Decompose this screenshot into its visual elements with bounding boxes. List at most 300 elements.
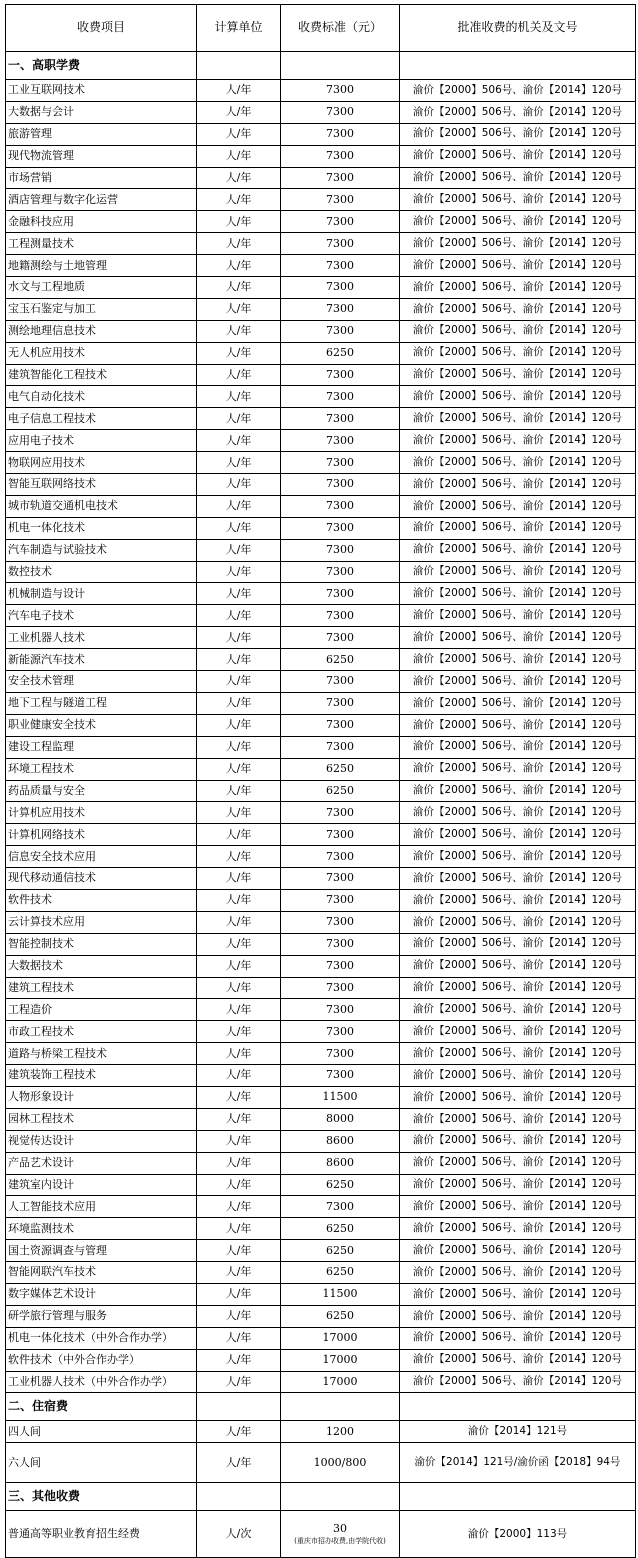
unit-cell: 人/年 [197, 1065, 281, 1087]
standard-cell: 7300 [281, 933, 400, 955]
unit-cell: 人/年 [197, 1349, 281, 1371]
authority-cell: 渝价【2000】506号、渝价【2014】120号 [400, 868, 636, 890]
unit-cell: 人/年 [197, 868, 281, 890]
item-cell: 计算机应用技术 [6, 802, 197, 824]
table-row [6, 561, 636, 583]
authority-cell: 渝价【2000】506号、渝价【2014】120号 [400, 1086, 636, 1108]
item-cell: 宝玉石鉴定与加工 [6, 298, 197, 320]
standard-cell: 7300 [281, 517, 400, 539]
table-row [6, 714, 636, 736]
authority-cell: 渝价【2000】506号、渝价【2014】120号 [400, 255, 636, 277]
standard-cell: 6250 [281, 1240, 400, 1262]
item-cell: 建筑工程技术 [6, 977, 197, 999]
unit-cell: 人/年 [197, 1108, 281, 1130]
authority-cell: 渝价【2000】506号、渝价【2014】120号 [400, 342, 636, 364]
unit-cell: 人/年 [197, 495, 281, 517]
item-cell: 旅游管理 [6, 123, 197, 145]
table-row [6, 189, 636, 211]
authority-cell: 渝价【2000】506号、渝价【2014】120号 [400, 298, 636, 320]
item-cell: 四人间 [6, 1421, 197, 1443]
standard-cell: 7300 [281, 430, 400, 452]
table-row [6, 167, 636, 189]
standard-cell: 7300 [281, 824, 400, 846]
unit-cell: 人/年 [197, 1086, 281, 1108]
unit-cell: 人/年 [197, 955, 281, 977]
item-cell: 电子信息工程技术 [6, 408, 197, 430]
table-row [6, 1108, 636, 1130]
item-cell: 数控技术 [6, 561, 197, 583]
authority-cell: 渝价【2000】506号、渝价【2014】120号 [400, 1305, 636, 1327]
standard-cell: 6250 [281, 1262, 400, 1284]
item-cell: 智能网联汽车技术 [6, 1262, 197, 1284]
item-cell: 现代移动通信技术 [6, 868, 197, 890]
standard-cell: 7300 [281, 167, 400, 189]
standard-cell: 7300 [281, 539, 400, 561]
authority-cell: 渝价【2000】506号、渝价【2014】120号 [400, 977, 636, 999]
unit-cell: 人/年 [197, 386, 281, 408]
standard-cell: 11500 [281, 1086, 400, 1108]
standard-cell: 7300 [281, 605, 400, 627]
authority-cell: 渝价【2000】506号、渝价【2014】120号 [400, 999, 636, 1021]
authority-cell: 渝价【2000】506号、渝价【2014】120号 [400, 1349, 636, 1371]
authority-cell: 渝价【2000】506号、渝价【2014】120号 [400, 233, 636, 255]
standard-cell: 7300 [281, 955, 400, 977]
item-cell: 地籍测绘与土地管理 [6, 255, 197, 277]
standard-cell: 7300 [281, 364, 400, 386]
unit-cell: 人/年 [197, 977, 281, 999]
standard-cell: 7300 [281, 233, 400, 255]
table-row [6, 802, 636, 824]
item-cell: 工程造价 [6, 999, 197, 1021]
authority-cell: 渝价【2000】506号、渝价【2014】120号 [400, 714, 636, 736]
header-standard: 收费标准（元） [281, 5, 400, 52]
standard-cell: 7300 [281, 999, 400, 1021]
unit-cell: 人/年 [197, 824, 281, 846]
standard-cell: 7300 [281, 692, 400, 714]
table-row [6, 1174, 636, 1196]
standard-cell: 7300 [281, 977, 400, 999]
standard-cell: 7300 [281, 911, 400, 933]
standard-cell: 11500 [281, 1283, 400, 1305]
table-row [6, 430, 636, 452]
unit-cell: 人/年 [197, 233, 281, 255]
authority-cell: 渝价【2000】506号、渝价【2014】120号 [400, 758, 636, 780]
table-row [6, 1262, 636, 1284]
item-cell: 水文与工程地质 [6, 277, 197, 299]
unit-cell: 人/年 [197, 277, 281, 299]
item-cell: 机电一体化技术 [6, 517, 197, 539]
authority-cell: 渝价【2000】506号、渝价【2014】120号 [400, 583, 636, 605]
table-row [6, 298, 636, 320]
table-row [6, 1043, 636, 1065]
unit-cell: 人/年 [197, 1327, 281, 1349]
item-cell: 建设工程监理 [6, 736, 197, 758]
item-cell: 环境监测技术 [6, 1218, 197, 1240]
authority-cell: 渝价【2000】506号、渝价【2014】120号 [400, 1174, 636, 1196]
item-cell: 工业机器人技术 [6, 627, 197, 649]
authority-cell: 渝价【2000】506号、渝价【2014】120号 [400, 211, 636, 233]
standard-cell: 7300 [281, 671, 400, 693]
table-row [6, 1421, 636, 1443]
standard-cell: 17000 [281, 1327, 400, 1349]
item-cell: 应用电子技术 [6, 430, 197, 452]
authority-cell: 渝价【2000】506号、渝价【2014】120号 [400, 1152, 636, 1174]
standard-cell: 7300 [281, 408, 400, 430]
unit-cell: 人/年 [197, 758, 281, 780]
standard-cell: 17000 [281, 1349, 400, 1371]
unit-cell: 人/年 [197, 145, 281, 167]
unit-cell: 人/年 [197, 1021, 281, 1043]
item-cell: 酒店管理与数字化运营 [6, 189, 197, 211]
table-row [6, 583, 636, 605]
section-title-tuition: 一、高职学费 [6, 52, 197, 80]
item-cell: 智能互联网络技术 [6, 474, 197, 496]
unit-cell: 人/年 [197, 889, 281, 911]
authority-cell: 渝价【2000】506号、渝价【2014】120号 [400, 1327, 636, 1349]
section-row-dorm [6, 1393, 636, 1421]
table-row [6, 452, 636, 474]
standard-cell: 7300 [281, 101, 400, 123]
table-row [6, 889, 636, 911]
standard-cell: 7300 [281, 298, 400, 320]
authority-cell: 渝价【2014】121号/渝价函【2018】94号 [400, 1443, 636, 1483]
unit-cell: 人/年 [197, 167, 281, 189]
authority-cell: 渝价【2000】506号、渝价【2014】120号 [400, 933, 636, 955]
item-cell: 机械制造与设计 [6, 583, 197, 605]
standard-cell: 7300 [281, 320, 400, 342]
table-row [6, 1065, 636, 1087]
authority-cell: 渝价【2000】506号、渝价【2014】120号 [400, 408, 636, 430]
table-row [6, 649, 636, 671]
standard-cell: 7300 [281, 868, 400, 890]
unit-cell: 人/年 [197, 452, 281, 474]
authority-cell: 渝价【2000】506号、渝价【2014】120号 [400, 692, 636, 714]
unit-cell: 人/年 [197, 1196, 281, 1218]
standard-cell: 7300 [281, 561, 400, 583]
item-cell: 现代物流管理 [6, 145, 197, 167]
table-row [6, 145, 636, 167]
item-cell: 工业互联网技术 [6, 80, 197, 102]
standard-cell: 7300 [281, 474, 400, 496]
unit-cell: 人/年 [197, 1240, 281, 1262]
standard-cell: 17000 [281, 1371, 400, 1393]
table-row [6, 780, 636, 802]
standard-cell: 6250 [281, 649, 400, 671]
standard-cell: 7300 [281, 627, 400, 649]
standard-cell: 6250 [281, 1174, 400, 1196]
authority-cell: 渝价【2000】506号、渝价【2014】120号 [400, 1021, 636, 1043]
authority-cell: 渝价【2000】506号、渝价【2014】120号 [400, 452, 636, 474]
item-cell: 无人机应用技术 [6, 342, 197, 364]
item-cell: 云计算技术应用 [6, 911, 197, 933]
unit-cell: 人/年 [197, 123, 281, 145]
authority-cell: 渝价【2000】506号、渝价【2014】120号 [400, 386, 636, 408]
item-cell: 城市轨道交通机电技术 [6, 495, 197, 517]
table-row [6, 408, 636, 430]
table-row [6, 736, 636, 758]
authority-cell: 渝价【2000】506号、渝价【2014】120号 [400, 474, 636, 496]
unit-cell: 人/年 [197, 1043, 281, 1065]
unit-cell: 人/年 [197, 1283, 281, 1305]
item-cell: 智能控制技术 [6, 933, 197, 955]
authority-cell: 渝价【2000】506号、渝价【2014】120号 [400, 802, 636, 824]
authority-cell: 渝价【2000】506号、渝价【2014】120号 [400, 189, 636, 211]
table-row [6, 999, 636, 1021]
item-cell: 研学旅行管理与服务 [6, 1305, 197, 1327]
authority-cell: 渝价【2000】506号、渝价【2014】120号 [400, 145, 636, 167]
table-row [6, 977, 636, 999]
standard-cell: 7300 [281, 714, 400, 736]
standard-cell: 8600 [281, 1152, 400, 1174]
section-title-other: 三、其他收费 [6, 1483, 197, 1511]
table-row [6, 824, 636, 846]
unit-cell: 人/年 [197, 605, 281, 627]
table-row [6, 277, 636, 299]
unit-cell: 人/年 [197, 802, 281, 824]
table-row [6, 386, 636, 408]
unit-cell: 人/年 [197, 1305, 281, 1327]
table-row [6, 342, 636, 364]
standard-cell: 6250 [281, 758, 400, 780]
standard-cell: 7300 [281, 211, 400, 233]
header-authority: 批准收费的机关及文号 [400, 5, 636, 52]
standard-cell: 6250 [281, 342, 400, 364]
unit-cell: 人/年 [197, 933, 281, 955]
table-row [6, 1349, 636, 1371]
unit-cell: 人/年 [197, 714, 281, 736]
authority-cell: 渝价【2000】506号、渝价【2014】120号 [400, 1240, 636, 1262]
standard-cell: 8600 [281, 1130, 400, 1152]
item-cell: 大数据技术 [6, 955, 197, 977]
item-cell: 建筑智能化工程技术 [6, 364, 197, 386]
item-cell: 道路与桥梁工程技术 [6, 1043, 197, 1065]
unit-cell: 人/年 [197, 255, 281, 277]
table-row [6, 1511, 636, 1558]
authority-cell: 渝价【2000】506号、渝价【2014】120号 [400, 364, 636, 386]
section-title-dorm: 二、住宿费 [6, 1393, 197, 1421]
unit-cell: 人/年 [197, 364, 281, 386]
authority-cell: 渝价【2000】506号、渝价【2014】120号 [400, 561, 636, 583]
table-row [6, 605, 636, 627]
table-row [6, 495, 636, 517]
authority-cell: 渝价【2000】506号、渝价【2014】120号 [400, 780, 636, 802]
unit-cell: 人/年 [197, 80, 281, 102]
standard-cell: 7300 [281, 189, 400, 211]
table-row [6, 364, 636, 386]
standard-cell: 1000/800 [281, 1443, 400, 1483]
table-row [6, 320, 636, 342]
unit-cell: 人/年 [197, 692, 281, 714]
table-row [6, 671, 636, 693]
authority-cell: 渝价【2000】506号、渝价【2014】120号 [400, 955, 636, 977]
standard-cell: 7300 [281, 736, 400, 758]
table-row [6, 233, 636, 255]
table-row [6, 80, 636, 102]
standard-cell: 6250 [281, 780, 400, 802]
unit-cell: 人/年 [197, 1152, 281, 1174]
table-row [6, 1152, 636, 1174]
standard-value: 30 [333, 1522, 347, 1536]
item-cell: 机电一体化技术（中外合作办学） [6, 1327, 197, 1349]
item-cell: 职业健康安全技术 [6, 714, 197, 736]
item-cell: 物联网应用技术 [6, 452, 197, 474]
table-row [6, 868, 636, 890]
item-cell: 国土资源调查与管理 [6, 1240, 197, 1262]
table-row [6, 1327, 636, 1349]
standard-cell: 7300 [281, 255, 400, 277]
authority-cell: 渝价【2000】506号、渝价【2014】120号 [400, 101, 636, 123]
header-unit: 计算单位 [197, 5, 281, 52]
table-row [6, 1305, 636, 1327]
authority-cell: 渝价【2000】506号、渝价【2014】120号 [400, 1108, 636, 1130]
item-cell: 普通高等职业教育招生经费 [6, 1511, 197, 1558]
table-row [6, 911, 636, 933]
standard-cell: 7300 [281, 80, 400, 102]
item-cell: 建筑装饰工程技术 [6, 1065, 197, 1087]
unit-cell: 人/年 [197, 627, 281, 649]
item-cell: 工业机器人技术（中外合作办学） [6, 1371, 197, 1393]
standard-cell: 7300 [281, 1043, 400, 1065]
item-cell: 产品艺术设计 [6, 1152, 197, 1174]
table-row [6, 846, 636, 868]
unit-cell: 人/年 [197, 517, 281, 539]
unit-cell: 人/年 [197, 101, 281, 123]
item-cell: 建筑室内设计 [6, 1174, 197, 1196]
table-header-row [6, 5, 636, 52]
standard-note: (重庆市招办收费,由学院代收) [294, 1536, 386, 1545]
authority-cell: 渝价【2000】506号、渝价【2014】120号 [400, 1283, 636, 1305]
table-row [6, 539, 636, 561]
unit-cell: 人/年 [197, 320, 281, 342]
authority-cell: 渝价【2000】506号、渝价【2014】120号 [400, 1043, 636, 1065]
item-cell: 安全技术管理 [6, 671, 197, 693]
item-cell: 工程测量技术 [6, 233, 197, 255]
authority-cell: 渝价【2000】506号、渝价【2014】120号 [400, 627, 636, 649]
standard-cell: 7300 [281, 583, 400, 605]
authority-cell: 渝价【2000】506号、渝价【2014】120号 [400, 649, 636, 671]
authority-cell: 渝价【2000】506号、渝价【2014】120号 [400, 1218, 636, 1240]
item-cell: 汽车制造与试验技术 [6, 539, 197, 561]
authority-cell: 渝价【2000】506号、渝价【2014】120号 [400, 167, 636, 189]
standard-cell: 7300 [281, 802, 400, 824]
table-row [6, 692, 636, 714]
item-cell: 金融科技应用 [6, 211, 197, 233]
table-row [6, 1130, 636, 1152]
standard-cell: 7300 [281, 846, 400, 868]
unit-cell: 人/年 [197, 649, 281, 671]
standard-cell: 7300 [281, 1196, 400, 1218]
authority-cell: 渝价【2000】506号、渝价【2014】120号 [400, 1262, 636, 1284]
item-cell: 地下工程与隧道工程 [6, 692, 197, 714]
standard-cell: 7300 [281, 123, 400, 145]
section-row-tuition [6, 52, 636, 80]
table-row [6, 1240, 636, 1262]
table-row [6, 517, 636, 539]
table-row [6, 255, 636, 277]
item-cell: 大数据与会计 [6, 101, 197, 123]
item-cell: 软件技术 [6, 889, 197, 911]
table-row [6, 101, 636, 123]
authority-cell: 渝价【2000】506号、渝价【2014】120号 [400, 889, 636, 911]
standard-cell: 7300 [281, 1021, 400, 1043]
item-cell: 药品质量与安全 [6, 780, 197, 802]
section-row-other [6, 1483, 636, 1511]
item-cell: 汽车电子技术 [6, 605, 197, 627]
authority-cell: 渝价【2000】506号、渝价【2014】120号 [400, 1130, 636, 1152]
unit-cell: 人/年 [197, 189, 281, 211]
unit-cell: 人/年 [197, 736, 281, 758]
unit-cell: 人/年 [197, 911, 281, 933]
table-row [6, 627, 636, 649]
authority-cell: 渝价【2000】506号、渝价【2014】120号 [400, 320, 636, 342]
authority-cell: 渝价【2014】121号 [400, 1421, 636, 1443]
authority-cell: 渝价【2000】506号、渝价【2014】120号 [400, 1371, 636, 1393]
unit-cell: 人/年 [197, 1130, 281, 1152]
unit-cell: 人/年 [197, 430, 281, 452]
unit-cell: 人/年 [197, 1174, 281, 1196]
unit-cell: 人/年 [197, 539, 281, 561]
item-cell: 测绘地理信息技术 [6, 320, 197, 342]
header-item: 收费项目 [6, 5, 197, 52]
table-row [6, 1086, 636, 1108]
unit-cell: 人/年 [197, 474, 281, 496]
standard-cell: 7300 [281, 1065, 400, 1087]
table-row [6, 1196, 636, 1218]
unit-cell: 人/年 [197, 561, 281, 583]
table-row [6, 474, 636, 496]
unit-cell: 人/年 [197, 671, 281, 693]
unit-cell: 人/年 [197, 342, 281, 364]
table-row [6, 1371, 636, 1393]
standard-cell: 8000 [281, 1108, 400, 1130]
authority-cell: 渝价【2000】506号、渝价【2014】120号 [400, 123, 636, 145]
unit-cell: 人/年 [197, 583, 281, 605]
unit-cell: 人/次 [197, 1511, 281, 1558]
authority-cell: 渝价【2000】506号、渝价【2014】120号 [400, 430, 636, 452]
table-row [6, 1021, 636, 1043]
fee-table [5, 4, 636, 1558]
item-cell: 人工智能技术应用 [6, 1196, 197, 1218]
item-cell: 六人间 [6, 1443, 197, 1483]
standard-cell: 7300 [281, 889, 400, 911]
table-row [6, 1218, 636, 1240]
unit-cell: 人/年 [197, 1262, 281, 1284]
authority-cell: 渝价【2000】506号、渝价【2014】120号 [400, 911, 636, 933]
table-row [6, 933, 636, 955]
authority-cell: 渝价【2000】506号、渝价【2014】120号 [400, 605, 636, 627]
standard-cell [281, 1511, 400, 1558]
authority-cell: 渝价【2000】506号、渝价【2014】120号 [400, 1065, 636, 1087]
authority-cell: 渝价【2000】506号、渝价【2014】120号 [400, 824, 636, 846]
authority-cell: 渝价【2000】506号、渝价【2014】120号 [400, 517, 636, 539]
unit-cell: 人/年 [197, 211, 281, 233]
table-row [6, 955, 636, 977]
item-cell: 市政工程技术 [6, 1021, 197, 1043]
unit-cell: 人/年 [197, 1443, 281, 1483]
unit-cell: 人/年 [197, 1371, 281, 1393]
item-cell: 软件技术（中外合作办学） [6, 1349, 197, 1371]
unit-cell: 人/年 [197, 846, 281, 868]
unit-cell: 人/年 [197, 1421, 281, 1443]
standard-cell: 7300 [281, 277, 400, 299]
item-cell: 人物形象设计 [6, 1086, 197, 1108]
standard-cell: 6250 [281, 1305, 400, 1327]
item-cell: 视觉传达设计 [6, 1130, 197, 1152]
unit-cell: 人/年 [197, 298, 281, 320]
item-cell: 环境工程技术 [6, 758, 197, 780]
unit-cell: 人/年 [197, 408, 281, 430]
item-cell: 园林工程技术 [6, 1108, 197, 1130]
